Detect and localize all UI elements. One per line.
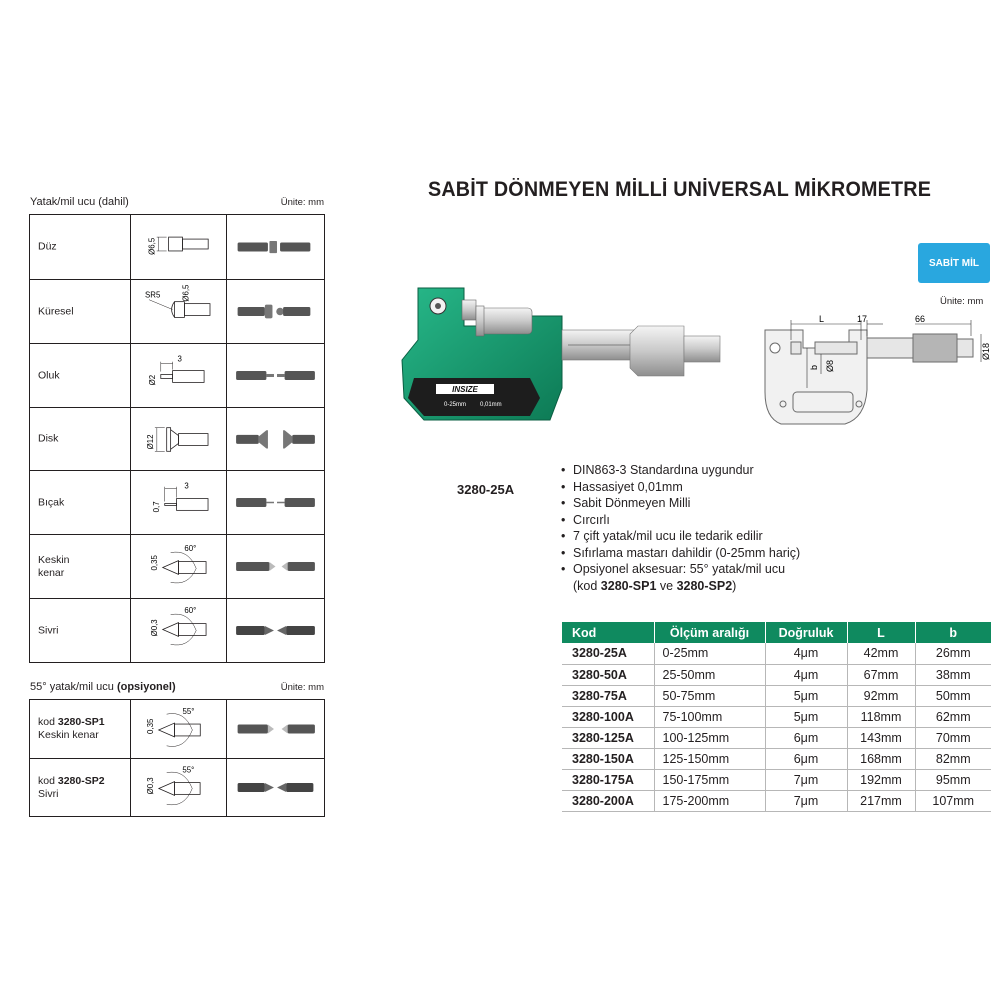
dim-66: 66 xyxy=(915,314,926,324)
cell-b: 70mm xyxy=(915,727,991,748)
feature-text: Hassasiyet 0,01mm xyxy=(573,479,683,494)
pad-drawing-disc xyxy=(130,408,226,470)
pad-drawing-pointed xyxy=(130,599,226,662)
pad-photo-sharp-edge xyxy=(226,535,324,598)
feature-item xyxy=(561,479,800,496)
pad-name: Bıçak xyxy=(38,496,65,508)
cell-b: 95mm xyxy=(915,769,991,790)
micrometer-image xyxy=(384,280,730,450)
product-resolution-label: 0,01mm xyxy=(480,402,502,408)
cell-b: 26mm xyxy=(915,643,991,664)
optional-name xyxy=(38,716,105,742)
feature-item xyxy=(561,561,800,578)
table-row xyxy=(562,685,991,706)
dim-label: 55° xyxy=(182,765,195,775)
pad-row-sharp-edge xyxy=(30,534,324,598)
dim-label: 60° xyxy=(184,543,197,553)
pad-name xyxy=(38,554,70,580)
pad-name: Oluk xyxy=(38,369,60,381)
pad-row-pointed xyxy=(30,598,324,662)
optional-row-sp1 xyxy=(30,700,324,758)
dim-d18: Ø18 xyxy=(981,342,991,360)
optional-pad-name: Sivri xyxy=(38,787,59,800)
pad-drawing-blade xyxy=(130,471,226,534)
cell-range: 0-25mm xyxy=(654,643,765,664)
model-code: 3280-25A xyxy=(457,482,515,497)
dim-d8: Ø8 xyxy=(825,359,835,372)
fixed-spindle-badge: SABİT MİL xyxy=(918,243,990,283)
dim-label: Ø6,5 xyxy=(147,237,157,255)
cell-code: 3280-25A xyxy=(562,643,654,664)
col-header: Doğruluk xyxy=(765,622,847,643)
unit-label-right: Ünite: mm xyxy=(940,296,984,307)
feature-item xyxy=(561,512,800,529)
cell-L: 217mm xyxy=(847,790,915,811)
optional-row-sp2 xyxy=(30,758,324,816)
spec-table-header xyxy=(562,622,991,643)
dim-label: Ø12 xyxy=(145,434,155,450)
col-header: L xyxy=(847,622,915,643)
cell-accuracy: 6μm xyxy=(765,727,847,748)
bullet: • xyxy=(561,479,566,494)
product-range-label: 0-25mm xyxy=(444,402,467,408)
cell-L: 168mm xyxy=(847,748,915,769)
col-header: Kod xyxy=(562,622,654,643)
feature-item xyxy=(561,545,800,562)
cell-code: 3280-175A xyxy=(562,769,654,790)
feature-text: Cırcırlı xyxy=(573,512,610,527)
pad-photo-blade xyxy=(226,471,324,534)
dim-label: 3 xyxy=(184,481,189,491)
pad-name: Düz xyxy=(38,240,57,253)
dim-label: 0,35 xyxy=(149,555,159,571)
cell-b: 82mm xyxy=(915,748,991,769)
cell-range: 175-200mm xyxy=(654,790,765,811)
dim-label: 55° xyxy=(182,707,195,717)
cell-range: 125-150mm xyxy=(654,748,765,769)
cell-L: 92mm xyxy=(847,685,915,706)
cell-code: 3280-125A xyxy=(562,727,654,748)
cell-accuracy: 5μm xyxy=(765,706,847,727)
pad-photo-flat xyxy=(226,215,324,279)
cell-L: 42mm xyxy=(847,643,915,664)
cell-L: 67mm xyxy=(847,664,915,685)
pad-drawing-spherical xyxy=(130,280,226,343)
pad-row-disc xyxy=(30,407,324,470)
pad-row-spherical xyxy=(30,279,324,343)
kod-code: 3280-SP2 xyxy=(57,774,105,787)
pad-name: Sivri xyxy=(38,624,59,636)
table-row xyxy=(562,664,991,685)
bullet: • xyxy=(561,496,566,510)
feature-text: ve xyxy=(656,578,677,593)
optional-photo-sp1 xyxy=(226,700,324,758)
kod-prefix: kod xyxy=(38,774,58,787)
cell-accuracy: 7μm xyxy=(765,790,847,811)
table-row xyxy=(562,748,991,769)
feature-text: DIN863-3 Standardına uygundur xyxy=(573,463,754,477)
accessory-code-2: 3280-SP2 xyxy=(676,578,733,593)
dim-label: Ø2 xyxy=(147,374,157,386)
cell-code: 3280-150A xyxy=(562,748,654,769)
cell-b: 50mm xyxy=(915,685,991,706)
dim-label: 0,7 xyxy=(151,501,161,513)
bullet: • xyxy=(561,512,566,527)
cell-range: 150-175mm xyxy=(654,769,765,790)
cell-range: 100-125mm xyxy=(654,727,765,748)
bullet: • xyxy=(561,463,566,477)
cell-code: 3280-50A xyxy=(562,664,654,685)
optional-heading-prefix: 55° yatak/mil ucu xyxy=(30,681,117,693)
dim-label: Ø6,5 xyxy=(181,284,191,302)
pad-name: Küresel xyxy=(38,305,74,317)
feature-text: Opsiyonel aksesuar: 55° yatak/mil ucu xyxy=(573,562,786,576)
cell-range: 25-50mm xyxy=(654,664,765,685)
optional-pad-name: Keskin kenar xyxy=(38,729,99,741)
cell-accuracy: 4μm xyxy=(765,643,847,664)
kod-prefix: kod xyxy=(38,716,58,728)
dim-label: Ø0,3 xyxy=(149,619,159,637)
cell-L: 118mm xyxy=(847,706,915,727)
optional-heading-bold: (opsiyonel) xyxy=(116,681,176,693)
dim-label: Ø0,3 xyxy=(145,777,155,795)
feature-text: Sabit Dönmeyen Milli xyxy=(573,496,691,510)
cell-b: 62mm xyxy=(915,706,991,727)
dim-label: SR5 xyxy=(145,290,161,300)
optional-name xyxy=(38,775,105,801)
included-pads-heading: Yatak/mil ucu (dahil) xyxy=(30,196,129,208)
spec-table xyxy=(562,622,991,812)
included-pads-table xyxy=(29,214,325,663)
pad-name: Disk xyxy=(38,432,59,445)
col-header: b xyxy=(915,622,991,643)
cell-accuracy: 5μm xyxy=(765,685,847,706)
optional-pads-unit: Ünite: mm xyxy=(280,682,324,693)
pad-drawing-flat xyxy=(130,215,226,279)
optional-pads-header xyxy=(30,681,324,697)
accessory-code-1: 3280-SP1 xyxy=(600,578,657,593)
dim-L: L xyxy=(819,314,825,324)
feature-item xyxy=(561,528,800,545)
feature-item xyxy=(561,495,800,512)
brand-logo: INSIZE xyxy=(452,385,478,394)
page-title: SABİT DÖNMEYEN MİLLİ UNİVERSAL MİKROMETRE xyxy=(428,178,932,201)
pad-name-line2: kenar xyxy=(38,566,65,579)
dim-label: 0,35 xyxy=(145,718,155,734)
bullet: • xyxy=(561,529,566,543)
optional-pads-table xyxy=(29,699,325,817)
pad-photo-groove xyxy=(226,344,324,407)
cell-range: 75-100mm xyxy=(654,706,765,727)
feature-text: (kod xyxy=(573,578,601,593)
feature-item-continued xyxy=(561,578,800,595)
pad-row-blade xyxy=(30,470,324,534)
optional-drawing-sp2 xyxy=(130,759,226,816)
table-row xyxy=(562,769,991,790)
dim-label: 3 xyxy=(177,354,182,364)
optional-photo-sp2 xyxy=(226,759,324,816)
kod-code: 3280-SP1 xyxy=(57,716,105,728)
cell-range: 50-75mm xyxy=(654,685,765,706)
cell-b: 38mm xyxy=(915,664,991,685)
bullet: • xyxy=(561,545,566,560)
feature-text: ) xyxy=(732,578,737,593)
pad-drawing-sharp-edge xyxy=(130,535,226,598)
dim-b: b xyxy=(809,364,819,370)
cell-accuracy: 4μm xyxy=(765,664,847,685)
cell-L: 192mm xyxy=(847,769,915,790)
cell-code: 3280-75A xyxy=(562,685,654,706)
cell-b: 107mm xyxy=(915,790,991,811)
dim-label: 60° xyxy=(184,605,197,615)
cell-L: 143mm xyxy=(847,727,915,748)
feature-item xyxy=(561,462,800,479)
pad-row-flat xyxy=(30,215,324,279)
optional-drawing-sp1 xyxy=(130,700,226,758)
cell-code: 3280-100A xyxy=(562,706,654,727)
pad-photo-pointed xyxy=(226,599,324,662)
pad-row-groove xyxy=(30,343,324,407)
pad-drawing-groove xyxy=(130,344,226,407)
table-row xyxy=(562,790,991,811)
col-header: Ölçüm aralığı xyxy=(654,622,765,643)
pad-photo-disc xyxy=(226,408,324,470)
feature-text: Sıfırlama mastarı dahildir (0-25mm hariç) xyxy=(573,545,801,560)
table-row xyxy=(562,727,991,748)
cell-accuracy: 7μm xyxy=(765,769,847,790)
feature-list xyxy=(561,462,800,594)
optional-pads-heading xyxy=(30,681,176,693)
feature-text: 7 çift yatak/mil ucu ile tedarik edilir xyxy=(573,529,763,543)
cell-code: 3280-200A xyxy=(562,790,654,811)
dim-17: 17 xyxy=(857,314,868,324)
table-row xyxy=(562,706,991,727)
dimension-drawing xyxy=(757,312,993,432)
included-pads-header xyxy=(30,196,324,212)
bullet: • xyxy=(561,562,566,576)
table-row xyxy=(562,643,991,664)
pad-photo-spherical xyxy=(226,280,324,343)
cell-accuracy: 6μm xyxy=(765,748,847,769)
pad-name-line1: Keskin xyxy=(38,553,70,566)
included-pads-unit: Ünite: mm xyxy=(280,197,324,208)
